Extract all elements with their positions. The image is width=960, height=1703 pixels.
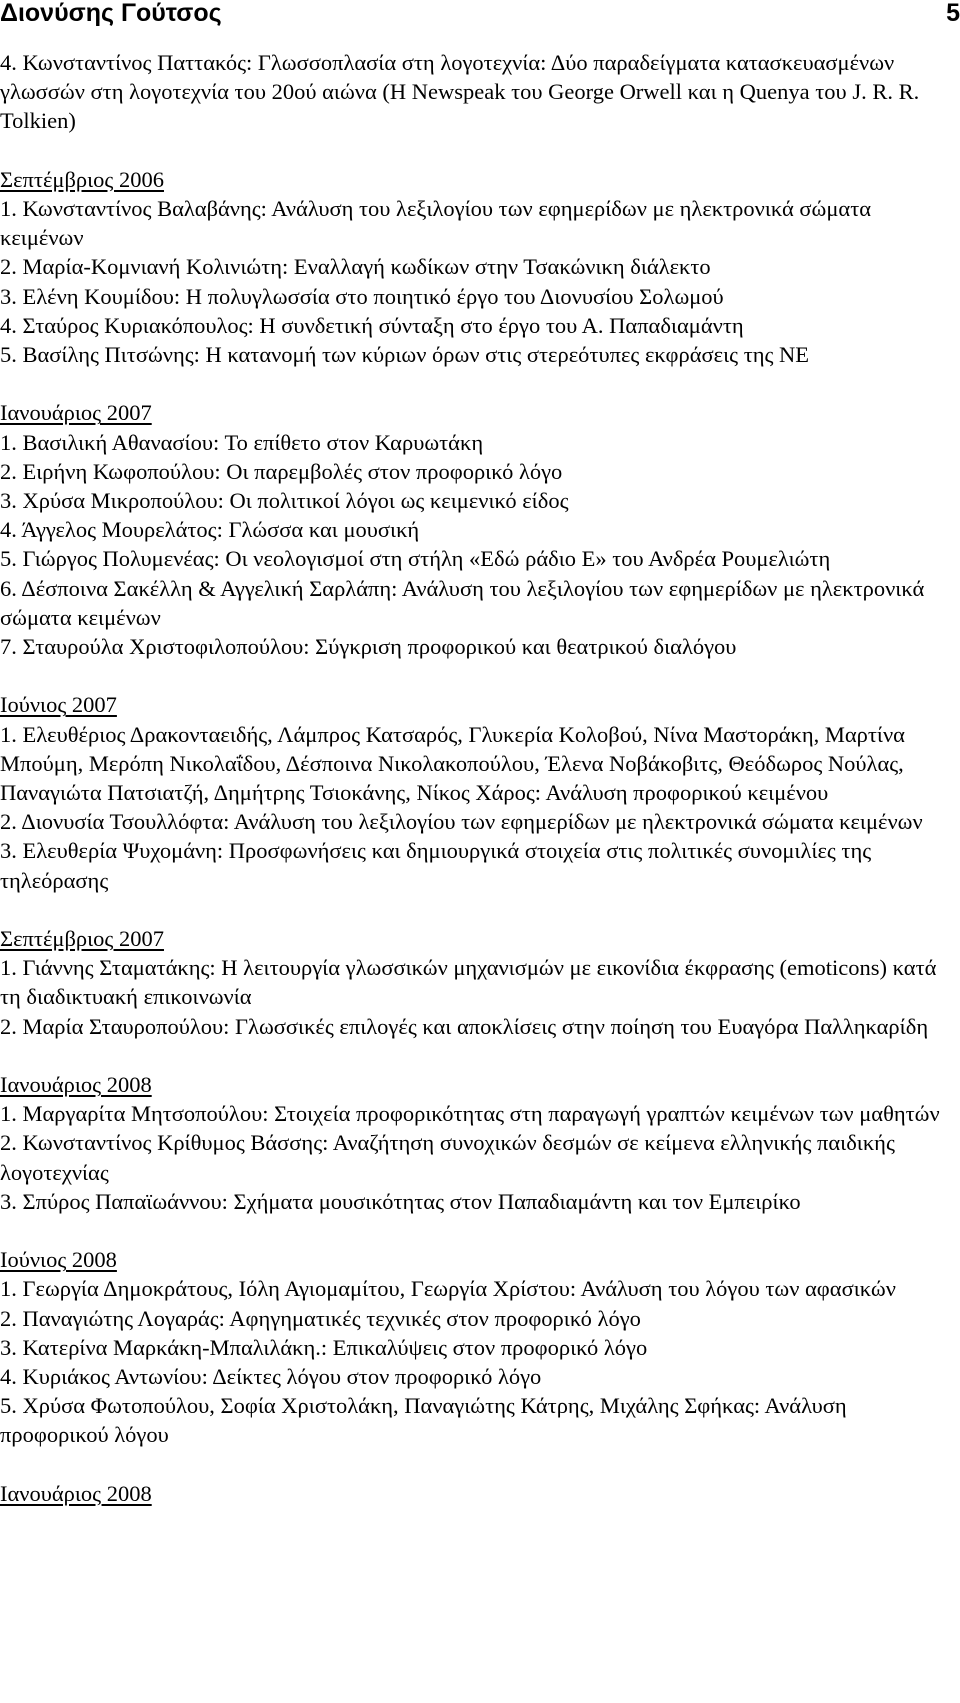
section	[0, 165, 960, 369]
thesis-entry: 1. Γιάννης Σταματάκης: Η λειτουργία γλωσσικών μηχανισμών με εικονίδια έκφρασης (emoticons) κατά τη διαδικτυακή επικοινωνία	[0, 955, 937, 1010]
thesis-entry: 1. Γεωργία Δημοκράτους, Ιόλη Αγιομαμίτου, Γεωργία Χρίστου: Ανάλυση του λόγου των αφασικών	[0, 1276, 896, 1302]
section-heading: Ιούνιος 2008	[0, 1247, 117, 1273]
thesis-entry: 2. Διονυσία Τσουλλόφτα: Ανάλυση του λεξιλογίου των εφημερίδων με ηλεκτρονικά σώματα κειμένων	[0, 809, 923, 835]
section-heading: Σεπτέμβριος 2006	[0, 166, 164, 192]
section-heading: Ιανουάριος 2008	[0, 1480, 152, 1506]
thesis-entry: 1. Βασιλική Αθανασίου: Το επίθετο στον Καρυωτάκη	[0, 429, 484, 455]
running-head-author: Διονύσης Γούτσος	[0, 0, 222, 27]
thesis-entry: 2. Παναγιώτης Λογαράς: Αφηγηματικές τεχνικές στον προφορικό λόγο	[0, 1305, 641, 1331]
thesis-entry: 2. Κωνσταντίνος Κρίθυμος Βάσσης: Αναζήτηση συνοχικών δεσμών σε κείμενα ελληνικής παιδικής λογοτεχνίας	[0, 1130, 895, 1185]
section-heading: Ιανουάριος 2008	[0, 1072, 152, 1098]
section	[0, 1479, 960, 1508]
thesis-entry: 4. Κωνσταντίνος Παττακός: Γλωσσοπλασία στη λογοτεχνία: Δύο παραδείγματα κατασκευασμένων γλωσσών στη λογοτεχνία του 20ού αιώνα (Η Newspeak του George Orwell και η Quenya του J. R. R. Tolkien)	[0, 50, 920, 134]
section	[0, 398, 960, 661]
thesis-entry: 6. Δέσποινα Σακέλλη & Αγγελική Σαρλάπη: Ανάλυση του λεξιλογίου των εφημερίδων με ηλεκτρονικά σώματα κειμένων	[0, 575, 925, 630]
section	[0, 1245, 960, 1449]
thesis-entry: 2. Ειρήνη Κωφοπούλου: Οι παρεμβολές στον προφορικό λόγο	[0, 458, 563, 484]
thesis-entry: 4. Κυριάκος Αντωνίου: Δείκτες λόγου στον προφορικό λόγο	[0, 1364, 542, 1390]
thesis-entry: 1. Μαργαρίτα Μητσοπούλου: Στοιχεία προφορικότητας στη παραγωγή γραπτών κειμένων των μαθητών	[0, 1101, 940, 1127]
thesis-entry: 5. Βασίλης Πιτσώνης: Η κατανομή των κύριων όρων στις στερεότυπες εκφράσεις της ΝΕ	[0, 342, 810, 368]
section-heading: Σεπτέμβριος 2007	[0, 926, 164, 952]
thesis-entry: 4. Άγγελος Μουρελάτος: Γλώσσα και μουσική	[0, 517, 420, 543]
page-header	[0, 0, 960, 28]
thesis-entry: 5. Γιώργος Πολυμενέας: Οι νεολογισμοί στη στήλη «Εδώ ράδιο Ε» του Ανδρέα Ρουμελιώτη	[0, 546, 831, 572]
thesis-entry: 3. Ελευθερία Ψυχομάνη: Προσφωνήσεις και δημιουργικά στοιχεία στις πολιτικές συνομιλίες της τηλεόρασης	[0, 838, 872, 893]
section-heading: Ιούνιος 2007	[0, 692, 117, 718]
thesis-entry: 1. Κωνσταντίνος Βαλαβάνης: Ανάλυση του λεξιλογίου των εφημερίδων με ηλεκτρονικά σώματα κειμένων	[0, 196, 872, 251]
section	[0, 690, 960, 894]
thesis-entry: 7. Σταυρούλα Χριστοφιλοπούλου: Σύγκριση προφορικού και θεατρικού διαλόγου	[0, 634, 737, 660]
thesis-entry: 3. Χρύσα Μικροπούλου: Οι πολιτικοί λόγοι ως κειμενικό είδος	[0, 488, 569, 514]
thesis-entry: 5. Χρύσα Φωτοπούλου, Σοφία Χριστολάκη, Παναγιώτης Κάτρης, Μιχάλης Σφήκας: Ανάλυση προφορικού λόγου	[0, 1393, 847, 1448]
thesis-entry: 1. Ελευθέριος Δρακονταειδής, Λάμπρος Κατσαρός, Γλυκερία Κολοβού, Νίνα Μαστοράκη, Μαρτίνα Μπούμη, Μερόπη Νικολαΐδου, Δέσποινα Νικολακοπούλου, Έλενα Νοβάκοβιτς, Θεόδωρος Νούλας, Παναγιώτα Πατσιατζή, Δημήτρης Τσιοκάνης, Νίκος Χάρος: Ανάλυση προφορικού κειμένου	[0, 721, 905, 806]
thesis-entry: 2. Μαρία-Κομνιανή Κολινιώτη: Εναλλαγή κωδίκων στην Τσακώνικη διάλεκτο	[0, 254, 711, 280]
thesis-entry: 3. Σπύρος Παπαϊωάννου: Σχήματα μουσικότητας στον Παπαδιαμάντη και τον Εμπειρίκο	[0, 1188, 801, 1214]
thesis-entry: 2. Μαρία Σταυροπούλου: Γλωσσικές επιλογές και αποκλίσεις στην ποίηση του Ευαγόρα Παλληκαρίδη	[0, 1013, 929, 1039]
thesis-entry: 4. Σταύρος Κυριακόπουλος: Η συνδετική σύνταξη στο έργο του Α. Παπαδιαμάντη	[0, 312, 744, 338]
thesis-entry: 3. Κατερίνα Μαρκάκη-Μπαλιλάκη.: Επικαλύψεις στον προφορικό λόγο	[0, 1334, 648, 1360]
section	[0, 924, 960, 1041]
section	[0, 48, 960, 136]
page-number: 5	[946, 0, 960, 27]
document-body	[0, 48, 960, 1508]
thesis-entry: 3. Ελένη Κουμίδου: Η πολυγλωσσία στο ποιητικό έργο του Διονυσίου Σολωμού	[0, 283, 724, 309]
section	[0, 1070, 960, 1216]
section-heading: Ιανουάριος 2007	[0, 400, 152, 426]
